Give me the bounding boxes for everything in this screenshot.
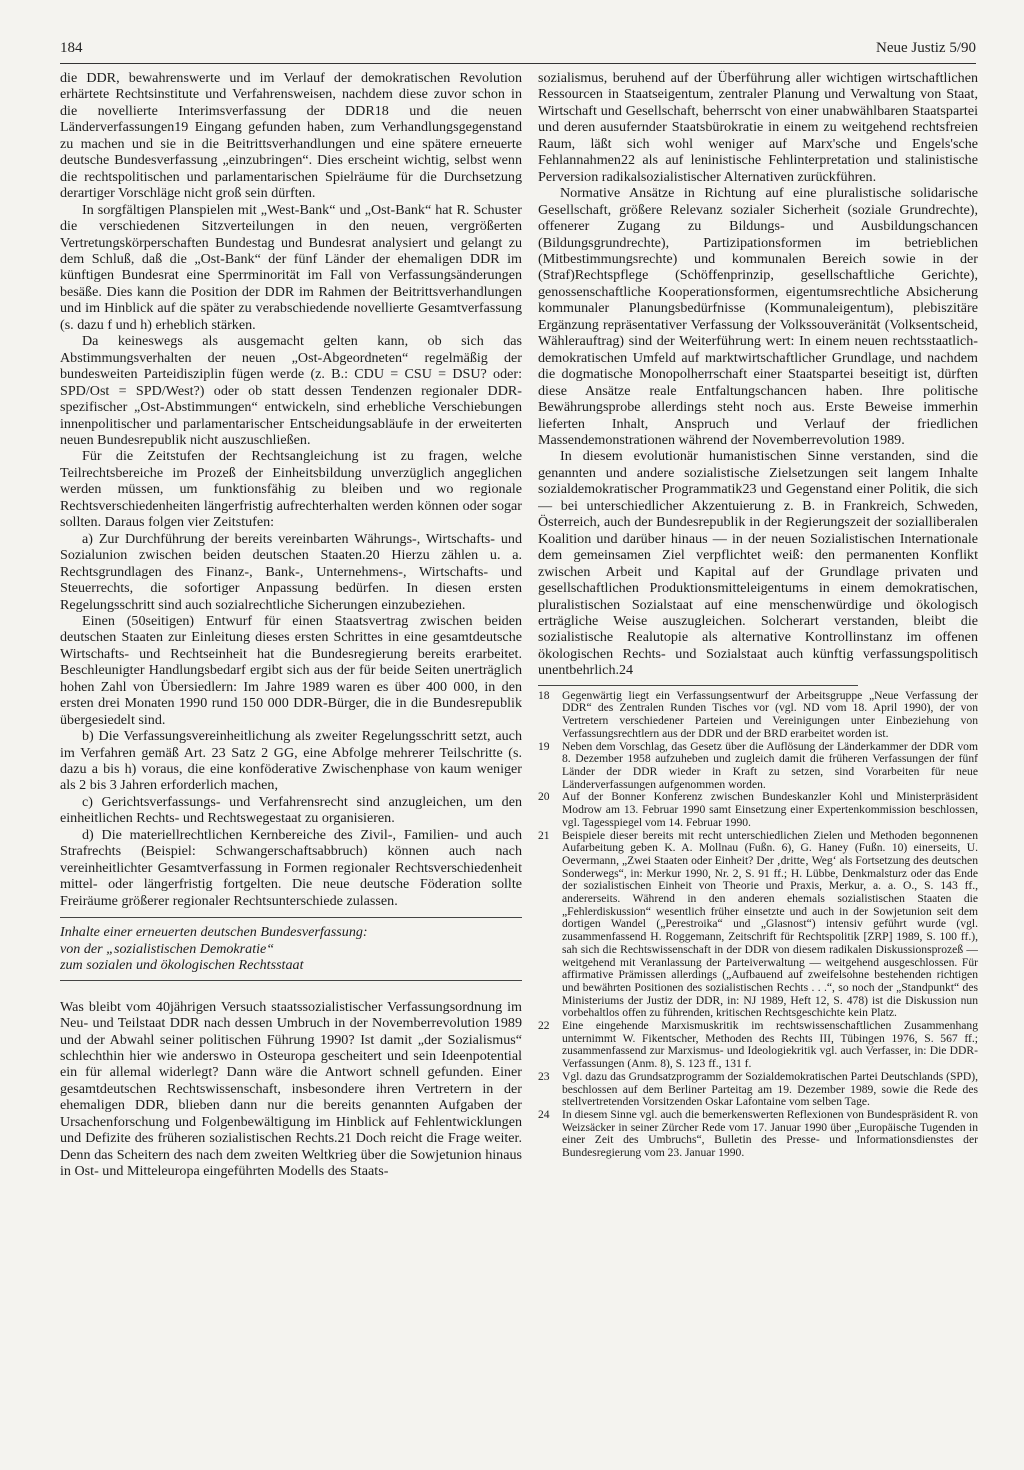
footnote [538,741,978,792]
section-heading [60,924,522,974]
list-item-c: c) Gerichtsverfassungs- und Verfahrensrecht sind anzugleichen, um den einheitlichen Rechts- und Rechtswegestaat zu organisieren. [60,793,522,827]
list-item-a: a) Zur Durchführung der bereits vereinbarten Währungs-, Wirtschafts- und Sozialunion zwischen beiden deutschen Staaten.20 Hierzu zählen u. a. Rechtsgrundlagen des Finanz-, Bank-, Unternehmens-, Wirtschafts- und Steuerrechts, die sofortiger Anpassung bedürfen. In diesen ersten Regelungsschritt sind auch sozialrechtliche Sicherungen einzubeziehen. [60,530,522,613]
footnote [538,690,978,741]
footnote-number: 23 [538,1069,550,1083]
footnote-number: 18 [538,688,550,702]
section-heading-rule-top [60,917,522,918]
footnote [538,1109,978,1160]
page-number: 184 [60,40,83,56]
footnote-number: 20 [538,790,550,804]
list-item-b: b) Die Verfassungsvereinheitlichung als zweiter Regelungsschritt setzt, auch im Verfahren gemäß Art. 23 Satz 2 GG, eine Abfolge mehrerer Teilschritte (s. dazu a bis h) voraus, die eine konföderative Zwischenphase von kaum weniger als 2 bis 3 Jahren erforderlich machen, [60,728,522,794]
footnote [538,830,978,1021]
body-paragraph: Für die Zeitstufen der Rechtsangleichung ist zu fragen, welche Teilrechtsbereiche im Prozeß der Einheitsbildung unverzüglich angeglichen werden müssen, um funktionsfähig zu bleiben und wo regionale Rechtsverschiedenheiten längerfristig aufrechterhalten werden können oder sogar sollten. Daraus folgen vier Zeitstufen: [60,448,522,531]
section-heading-line: Inhalte einer erneuerten deutschen Bundesverfassung: [60,924,368,941]
footnote-number: 24 [538,1107,550,1121]
footnote-text: Auf der Bonner Konferenz zwischen Bundeskanzler Kohl und Ministerpräsident Modrow am 13. Februar 1990 samt Einsetzung einer Expertenkommission beschlossen, vgl. Tagesspiegel vom 14. Februar 1990. [562,790,978,829]
footnote-text: In diesem Sinne vgl. auch die bemerkenswerten Reflexionen von Bundespräsident R. von Weizsäcker in seiner Zürcher Rede vom 17. Januar 1990 über „Europäische Tugenden in einer Zeit des Umbruchs“, Bulletin des Presse- und Informationsdienstes der Bundesregierung vom 23. Januar 1990. [562,1107,978,1160]
body-paragraph: In diesem evolutionär humanistischen Sinne verstanden, sind die genannten und andere sozialistische Zielsetzungen seit langem Inhalte sozialdemokratischer Programmatik23 und Gegenstand einer Politik, die sich — bei unterschiedlicher Akzentuierung z. B. in Frankreich, Schweden, Österreich, auch der Bundesrepublik in der Regierungszeit der sozialliberalen Koalition und darüber hinaus — in der neuen Sozialistischen Internationale dem gemeinsamen Ziel verpflichtet weiß: den permanenten Konflikt zwischen Arbeit und Kapital auf der Grundlage privaten und gesellschaftlichen Produktionsmitteleigentums in einem demokratischen, pluralistischen Sozialstaat auf eine menschenwürdige und ökologisch erträgliche Weise auszugleichen. Solcherart verstanden, bleibt die sozialistische Realutopie als alternative Kontrollinstanz im offenen ökologischen Rechts- und Sozialstaat auch künftig verfassungspolitisch unentbehrlich.24 [538,448,978,679]
footnote [538,791,978,829]
section-heading-line: zum sozialen und ökologischen Rechtsstaat [60,957,304,974]
footnote-number: 21 [538,828,550,842]
footnote-rule [538,685,858,686]
body-paragraph: Da keineswegs als ausgemacht gelten kann, ob sich das Abstimmungsverhalten der neuen „Ost-Abgeordneten“ regelmäßig der bundesweiten Parteidisziplin fügen werde (z. B.: CDU = CSU = DSU? oder: SPD/Ost = SPD/West?) oder ob statt dessen Tendenzen regionaler DDR-spezifischer „Ost-Abstimmungen“ entwickeln, sind erhebliche Verschiebungen innenpolitischer und parlamentarischer Entscheidungsabläufe in der erweiterten neuen Bundesrepublik nicht auszuschließen. [60,333,522,448]
body-paragraph: Was bleibt vom 40jährigen Versuch staatssozialistischer Verfassungsordnung im Neu- und Teilstaat DDR nach dessen Umbruch in der Novemberrevolution 1989 und der Abwahl seiner politischen Führung 1990? Ist damit „der Sozialismus“ schlechthin hier wie anderswo in Osteuropa gescheitert und sein Ideenpotential ein für allemal widerlegt? Dann wäre die Antwort schnell gefunden. Einer gesamtdeutschen Rechtswissenschaft, insbesondere ihren Vertretern in der ehemaligen DDR, blieben dann nur die bereits genannten Aufgaben der Ursachenforschung und Folgenbewältigung im Hinblick auf Fehlentwicklungen und Defizite des früheren sozialistischen Rechts.21 Doch reicht die Frage weiter. Denn das Scheitern des nach dem zweiten Weltkrieg über die Sowjetunion hinaus in Ost- und Mitteleuropa eingeführten Modells des Staats- [60,998,522,1180]
section-heading-rule-bottom [60,980,522,981]
list-item-d: d) Die materiellrechtlichen Kernbereiche des Zivil-, Familien- und auch Strafrechts (Beispiel: Schwangerschaftsabbruch) können auch nach vereinheitlichter Gesamtverfassung in Formen regionaler Rechtsverschiedenheit mittel- oder längerfristig fortgelten. Die neue deutsche Föderation sollte Freiräume größerer regionaler Rechtsunterschiede zulassen. [60,826,522,909]
footnote-text: Vgl. dazu das Grundsatzprogramm der Sozialdemokratischen Partei Deutschlands (SPD), beschlossen auf dem Berliner Parteitag am 19. Dezember 1989, sowie die Rede des stellvertretenden Vorsitzenden Oskar Lafontaine vom selben Tage. [562,1069,978,1109]
body-paragraph: die DDR, bewahrenswerte und im Verlauf der demokratischen Revolution erhärtete Rechtsinstitute und Verfahrensweisen, nachdem diese zuvor schon in die novellierte Interimsverfassung der DDR18 und die neuen Länderverfassungen19 Eingang gefunden haben, zum Verhandlungsgegenstand zu machen und sie in die Beitrittsverhandlungen und eine spätere erneuerte deutsche Bundesverfassung „einzubringen“. Dies erscheint wichtig, selbst wenn die rechtspolitischen und parlamentarischen Spielräume für die Durchsetzung derartiger Vorschläge nicht groß sein dürften. [60,70,522,202]
footnotes [538,690,978,1160]
journal-name: Neue Justiz 5/90 [876,40,976,56]
footnote-text: Beispiele dieser bereits mit recht unterschiedlichen Zielen und Methoden begonnenen Aufarbeitung geben K. A. Mollnau (Fußn. 6), G. Haney (Fußn. 10) einerseits, U. Oevermann, „Zwei Staaten oder Einheit? Der ‚dritte‚ Weg‘ als Fortsetzung des deutschen Sonderwegs“, in: Merkur 1990, Nr. 2, S. 91 ff.; H. Lübbe, Denkmalsturz oder das Ende der sozialistischen Einheit von Theorie und Praxis, Merkur, a. a. O., S. 143 ff., andererseits. Während in den anderen ehemals sozialistischen Staaten die „Fehlerdiskussion“ wesentlich früher einsetzte und auch in der Sowjetunion seit dem dortigen Wandel („Perestroika“ und „Glasnost“) intensiv geführt wurde (vgl. zusammenfassend H. Roggemann, Zeitschrift für Rechtspolitik [ZRP] 1989, S. 100 ff.), sah sich die Rechtswissenschaft in der DDR von diesem radikalen Diskussionsprozeß — weitgehend mit Veranlassung der Parteiverwaltung — weitgehend ausgeschlossen. Für affirmative Prämissen allerdings („Aufbauend auf zweifelsohne bestehenden richtigen und bewährten Positionen des sozialistischen Rechts . . .“, so noch der „Standpunkt“ des Ministeriums der Justiz der DDR, in: NJ 1989, Heft 12, S. 478) ist die Diskussion nun vorbehaltlos offen zu führenden, kritischen Rechtsgeschichte kein Platz. [562,828,978,1020]
footnote-text: Eine eingehende Marxismuskritik im rechtswissenschaftlichen Zusammenhang unternimmt W. Fikentscher, Methoden des Rechts III, Tübingen 1976, S. 567 ff.; zusammenfassend zur Marxismus- und Ideologiekritik vgl. auch Verfasser, in: Die DDR-Verfassungen (Anm. 8), S. 123 ff., 131 f. [562,1019,978,1071]
footnote-text: Neben dem Vorschlag, das Gesetz über die Auflösung der Länderkammer der DDR vom 8. Dezember 1958 aufzuheben und zugleich damit die früheren Verfassungen der fünf Länder der DDR wieder in Kraft zu setzen, sind Vorarbeiten für neue Länderverfassungen aufgenommen worden. [562,739,978,791]
left-column [60,70,522,1465]
body-paragraph: In sorgfältigen Planspielen mit „West-Bank“ und „Ost-Bank“ hat R. Schuster die verschiedenen Sitzverteilungen in den neuen, vergrößerten Vertretungskörperschaften Bundestag und Bundesrat analysiert und gelangt zu dem Schluß, daß die „Ost-Bank“ der fünf Länder der ehemaligen DDR im künftigen Bundesrat eine Sperrminorität im Fall von Verfassungsänderungen besäße. Dies kann die Position der DDR im Rahmen der Beitrittsverhandlungen und im Hinblick auf die später zu verabschiedende novellierte Gesamtverfassung (s. dazu f und h) erheblich stärken. [60,201,522,333]
footnote-number: 19 [538,739,550,753]
footnote-text: Gegenwärtig liegt ein Verfassungsentwurf der Arbeitsgruppe „Neue Verfassung der DDR“ des Zentralen Runden Tisches vor (vgl. ND vom 18. April 1990), der von Vertretern verschiedener Parteien und Vereinigungen unter Einbeziehung von Verfassungsrechtlern aus der DDR und der BRD erarbeitet worden ist. [562,688,978,740]
footnote [538,1020,978,1071]
body-paragraph: sozialismus, beruhend auf der Überführung aller wichtigen wirtschaftlichen Ressourcen in Staatseigentum, zentraler Planung und Verwaltung von Staat, Wirtschaft und Gesellschaft, beherrscht von einer unabwählbaren Staatspartei und deren ausufernder Staatsbürokratie in einem zu weitgehend rechtsfreien Raum, läßt sich wohl weniger auf Marx'sche und Engels'sche Fehlannahmen22 als auf leninistische Fehlinterpretation und stalinistische Perversion radikalsozialistischer Alternativen zurückführen. [538,70,978,185]
footnote-number: 22 [538,1019,550,1033]
header-rule [60,63,976,64]
footnote [538,1071,978,1109]
right-column [538,70,978,1465]
page-header [60,40,976,64]
body-paragraph: Normative Ansätze in Richtung auf eine pluralistische solidarische Gesellschaft, größere Relevanz sozialer Sicherheit (soziale Grundrechte), offenerer Zugang zu Bildungs- und Ausbildungschancen (Bildungsgrundrechte), Partizipationsformen im betrieblichen (Mitbestimmungsrechte) und kommunalen Bereich sowie in der (Straf)Rechtspflege (Schöffenprinzip, gesellschaftliche Gerichte), genossenschaftliche Kooperationsformen, eigentumsrechtliche Absicherung kommunaler Planungsbedürfnisse (Kommunaleigentum), plebiszitäre Ergänzung repräsentativer Verfassung der Volkssouveränität (Volksentscheid, Wählerauftrag) sind der Weiterführung wert: In einem neuen rechtsstaatlich-demokratischen Umfeld auf marktwirtschaftlicher Grundlage, und nachdem die dogmatische Monopolherrschaft einer Staatspartei beseitigt ist, dürften diese Ansätze reale Entfaltungschancen haben. Ihre politische Bewährungsprobe allerdings steht noch aus. Erste Beweise immerhin lieferten Inhalt, Anspruch und Verlauf der friedlichen Massendemonstrationen während der Novemberrevolution 1989. [538,185,978,448]
body-paragraph: Einen (50seitigen) Entwurf für einen Staatsvertrag zwischen beiden deutschen Staaten zur Einleitung dieses ersten Schrittes in eine gesamtdeutsche Wirtschafts- und Rechtseinheit hat die Bundesregierung bereits erarbeitet. Beschleunigter Handlungsbedarf ergibt sich aus der für beide Seiten unerträglich hohen Zahl von Übersiedlern: Im Jahre 1989 waren es über 400 000, in den ersten drei Monaten 1990 rund 150 000 DDR-Bürger, die in die Bundesrepublik übergesiedelt sind. [60,612,522,728]
section-heading-line: von der „sozialistischen Demokratie“ [60,940,275,957]
